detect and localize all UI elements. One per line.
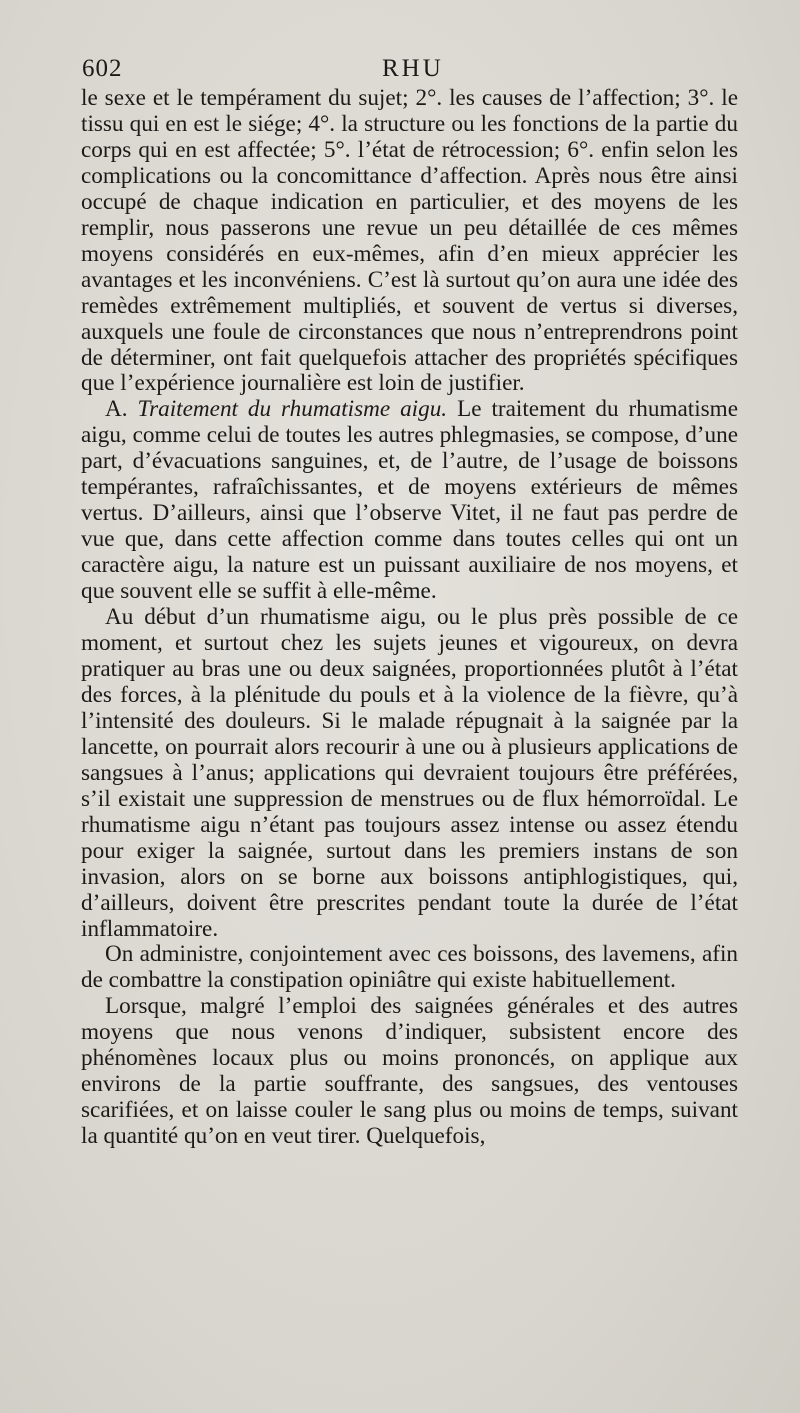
paragraph-2	[81, 397, 738, 605]
section-label: A.	[105, 396, 128, 423]
paragraph-4: On administre, conjointement avec ces boissons, des lavemens, afin de combattre la constipation opiniâtre qui existe habituellement.	[81, 941, 738, 994]
paragraph-2-text: Le traitement du rhumatisme aigu, comme celui de toutes les autres phlegmasies, se compose, d’une part, d’évacuations sanguines, et, de l’autre, de l’usage de boissons tempérantes, rafraîchissantes, et de moyens extérieurs de mêmes vertus. D’ailleurs, ainsi que l’observe Vitet, il ne faut pas perdre de vue que, dans cette affection comme dans toutes celles qui ont un caractère aigu, la nature est un puissant auxiliaire de nos moyens, et que souvent elle se suffit à elle-même.	[81, 396, 739, 605]
section-heading: Traitement du rhumatisme aigu.	[137, 396, 448, 423]
paragraph-1: le sexe et le tempérament du sujet; 2°. les causes de l’affection; 3°. le tissu qui en est le siége; 4°. la structure ou les fonctions de la partie du corps qui en est affectée; 5°. l’état de rétrocession; 6°. enfin selon les complications ou la concomittance d’affection. Après nous être ainsi occupé de chaque indication en particulier, et des moyens de les remplir, nous passerons une revue un peu détaillée de ces mêmes moyens considérés en eux-mêmes, afin d’en mieux apprécier les avantages et les inconvéniens. C’est là surtout qu’on aura une idée des remèdes extrêmement multipliés, et souvent de vertus si diverses, auxquels une foule de circonstances que nous n’entreprendrons point de déterminer, ont fait quelquefois attacher des propriétés spécifiques que l’expérience journalière est loin de justifier.	[81, 85, 738, 397]
body-text	[81, 86, 738, 1150]
page-header	[82, 55, 737, 87]
page-number: 602	[82, 55, 123, 82]
paragraph-3: Au début d’un rhumatisme aigu, ou le plus près possible de ce moment, et surtout chez les sujets jeunes et vigoureux, on devra pratiquer au bras une ou deux saignées, proportionnées plutôt à l’état des forces, à la plénitude du pouls et à la violence de la fièvre, qu’à l’intensité des douleurs. Si le malade répugnait à la saignée par la lancette, on pourrait alors recourir à une ou à plusieurs applications de sangsues à l’anus; applications qui devraient toujours être préférées, s’il existait une suppression de menstrues ou de flux hémorroïdal. Le rhumatisme aigu n’étant pas toujours assez intense ou assez étendu pour exiger la saignée, surtout dans les premiers instans de son invasion, alors on se borne aux boissons antiphlogistiques, qui, d’ailleurs, doivent être prescrites pendant toute la durée de l’état inflammatoire.	[81, 604, 738, 942]
paragraph-5: Lorsque, malgré l’emploi des saignées générales et des autres moyens que nous venons d’indiquer, subsistent encore des phénomènes locaux plus ou moins prononcés, on applique aux environs de la partie souffrante, des sangsues, des ventouses scarifiées, et on laisse couler le sang plus ou moins de temps, suivant la quantité qu’on en veut tirer. Quelquefois,	[81, 993, 738, 1150]
running-head: RHU	[382, 55, 444, 82]
